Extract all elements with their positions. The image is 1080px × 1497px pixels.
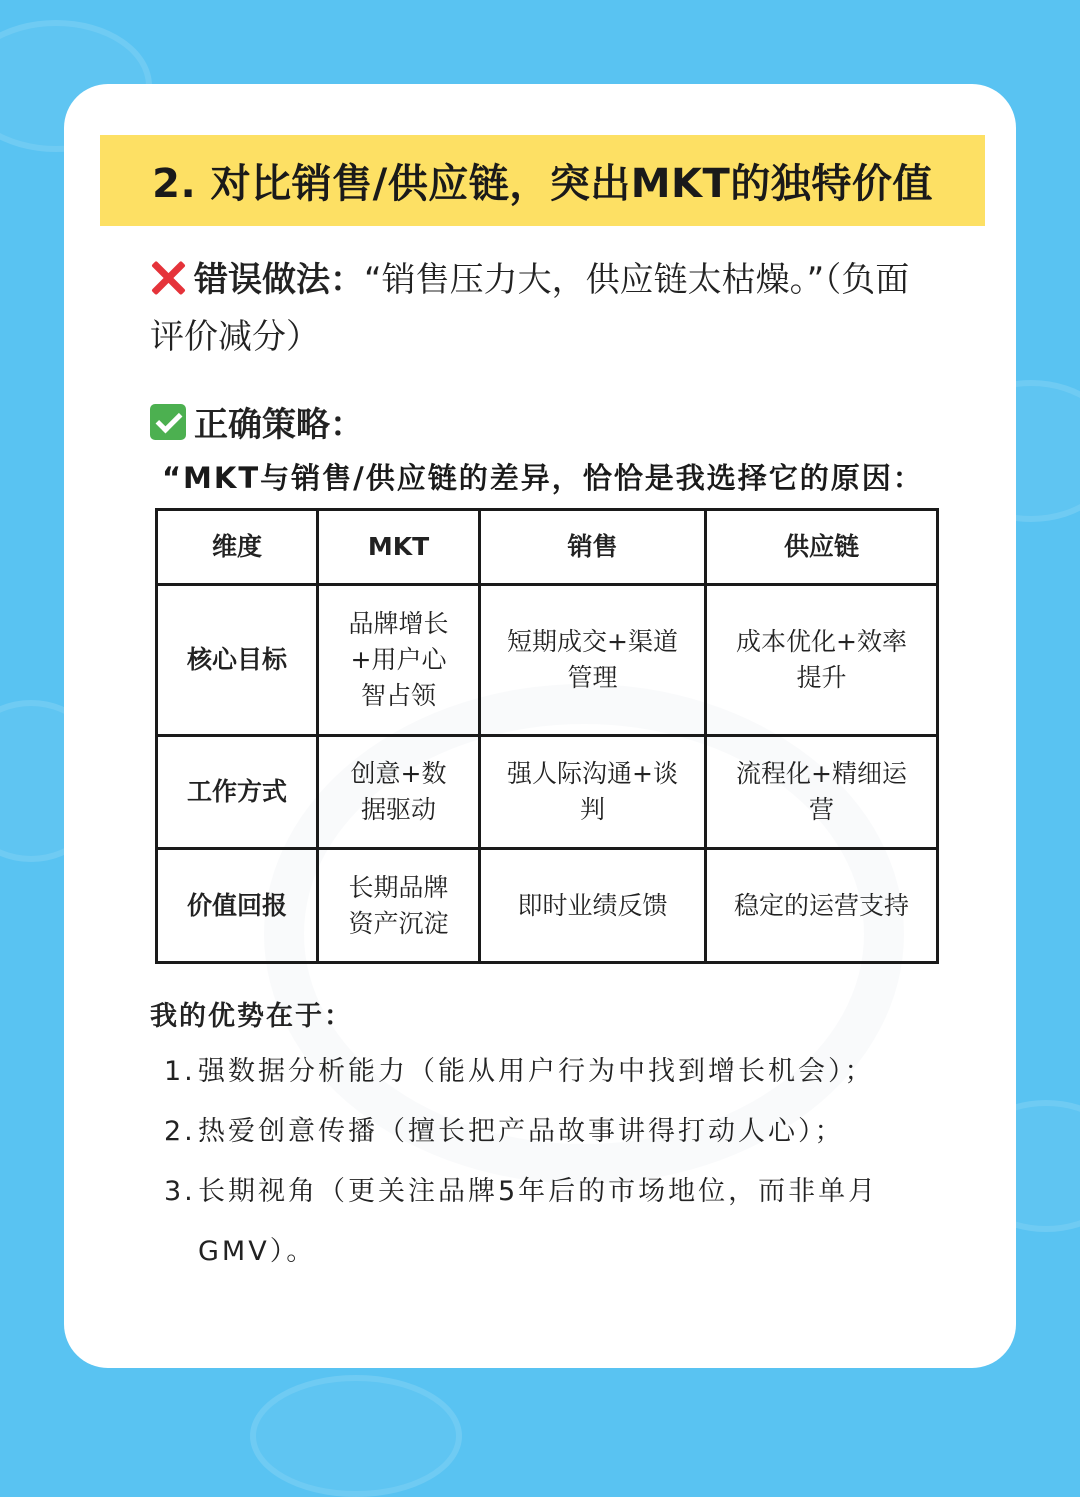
list-item-text: 热爱创意传播（擅长把产品故事讲得打动人心）； xyxy=(198,1116,845,1147)
list-item-number: 1. xyxy=(164,1056,196,1087)
table-cell: 即时业绩反馈 xyxy=(480,849,706,963)
table-row-head: 工作方式 xyxy=(157,736,318,849)
list-item-text: 强数据分析能力（能从用户行为中找到增长机会）； xyxy=(198,1056,875,1087)
table-cell: 流程化+精细运营 xyxy=(706,736,938,849)
table-header-cell: MKT xyxy=(318,510,480,585)
background-cloud xyxy=(250,1375,462,1497)
page-title: 2. 对比销售/供应链，突出MKT的独特价值 xyxy=(152,161,933,207)
list-item xyxy=(164,1042,944,1102)
table-cell: 创意+数据驱动 xyxy=(318,736,480,849)
list-item-number: 2. xyxy=(164,1116,196,1147)
table-header-cell: 销售 xyxy=(480,510,706,585)
table-row-head: 价值回报 xyxy=(157,849,318,963)
list-item-number: 3. xyxy=(164,1176,196,1207)
right-approach-heading xyxy=(150,397,364,446)
advantages-heading: 我的优势在于： xyxy=(150,1001,353,1032)
list-item xyxy=(164,1102,944,1162)
strategy-quote: “MKT与销售/供应链的差异，恰恰是我选择它的原因： xyxy=(162,461,924,495)
list-item-text: 长期视角（更关注品牌5年后的市场地位，而非单月GMV）。 xyxy=(198,1176,879,1267)
check-mark-icon xyxy=(150,404,186,440)
title-bar xyxy=(100,135,985,226)
table-row xyxy=(157,849,938,963)
table-cell: 长期品牌资产沉淀 xyxy=(318,849,480,963)
table-cell: 稳定的运营支持 xyxy=(706,849,938,963)
table-row xyxy=(157,585,938,736)
wrong-approach-label: 错误做法： xyxy=(194,260,364,300)
table-header-cell: 供应链 xyxy=(706,510,938,585)
right-approach-label: 正确策略： xyxy=(194,405,364,445)
table-cell: 品牌增长+用户心智占领 xyxy=(318,585,480,736)
table-cell: 强人际沟通+谈判 xyxy=(480,736,706,849)
advantages-list xyxy=(164,1042,944,1282)
table-header-row xyxy=(157,510,938,585)
comparison-table xyxy=(155,508,939,964)
wrong-approach-text: “销售压力大，供应链太枯燥。”（负面评价减分） xyxy=(150,260,910,357)
table-cell: 短期成交+渠道管理 xyxy=(480,585,706,736)
cross-mark-icon xyxy=(150,259,186,295)
table-header-cell: 维度 xyxy=(157,510,318,585)
wrong-approach xyxy=(150,252,920,366)
table-row-head: 核心目标 xyxy=(157,585,318,736)
content-card xyxy=(64,84,1016,1368)
table-cell: 成本优化+效率提升 xyxy=(706,585,938,736)
table-row xyxy=(157,736,938,849)
list-item xyxy=(164,1162,944,1282)
